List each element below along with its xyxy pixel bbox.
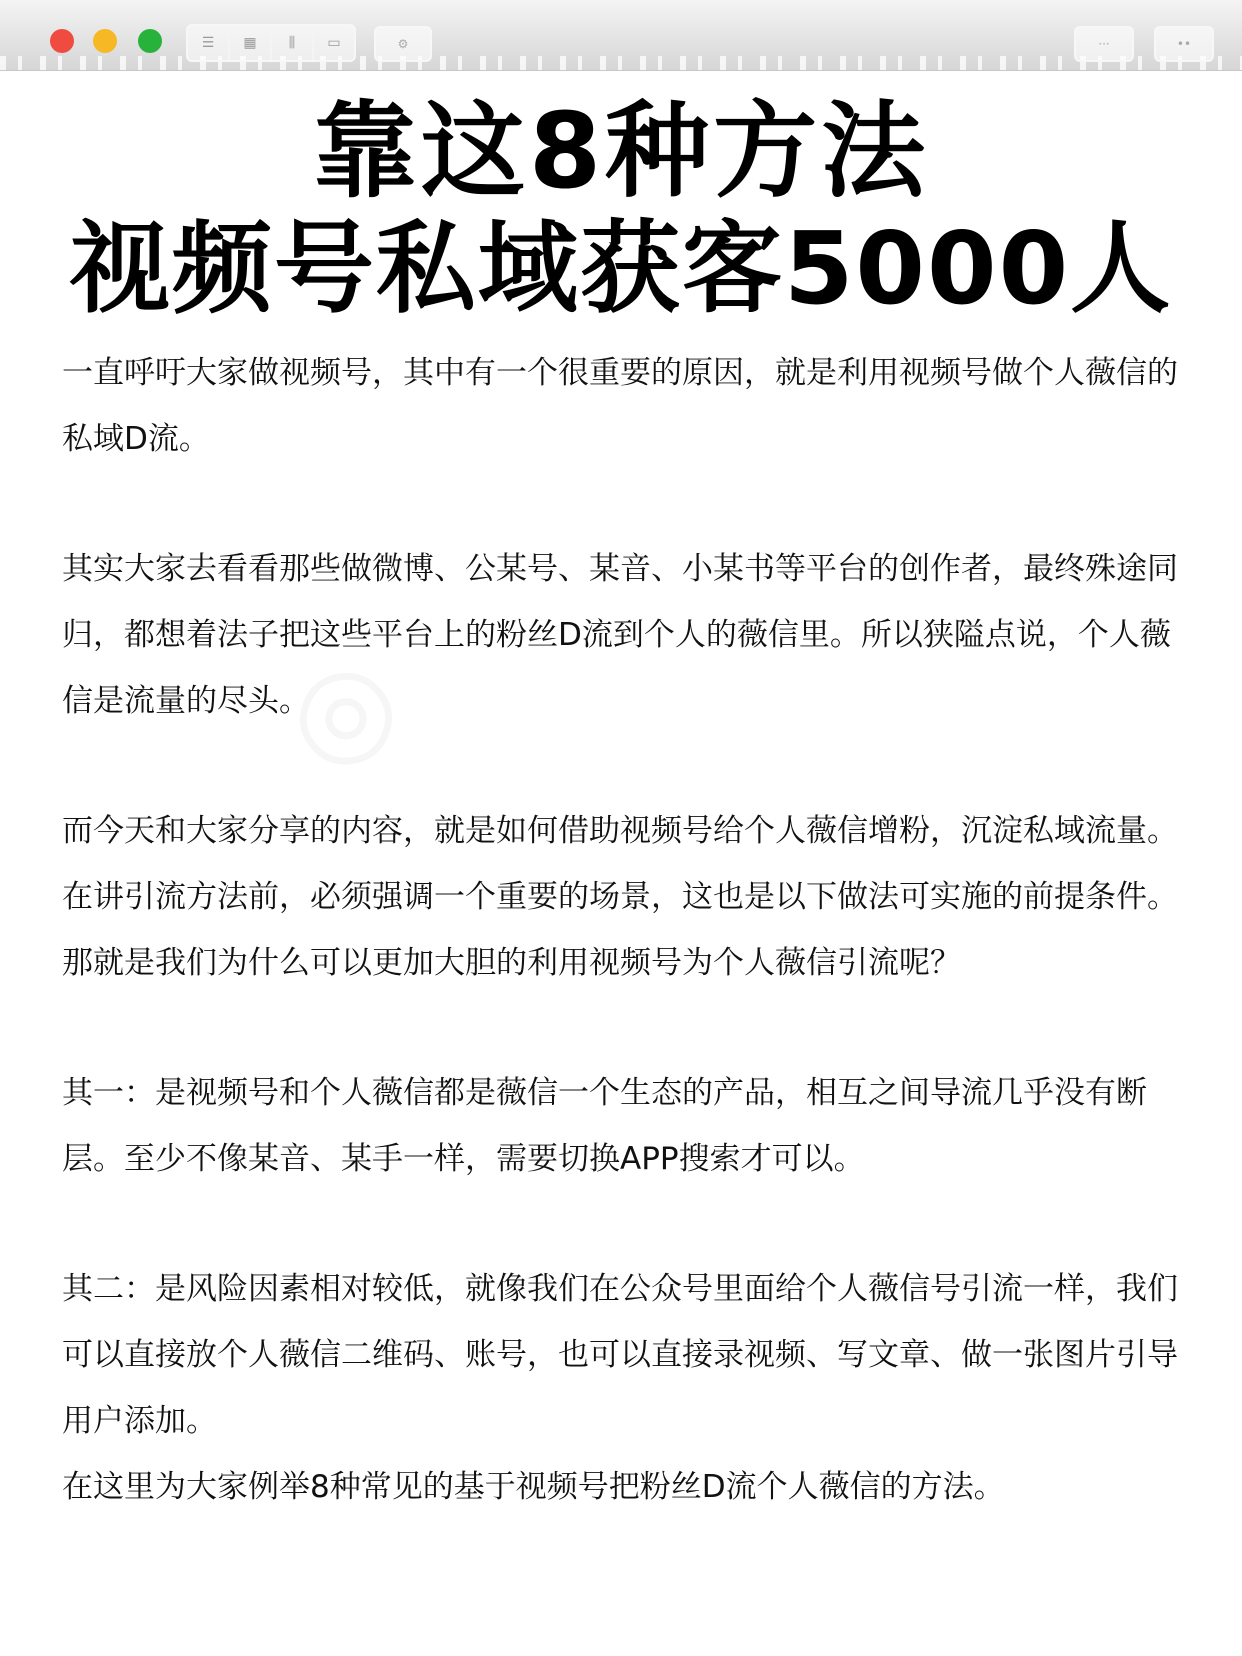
title-line-1: 靠这8种方法	[312, 90, 930, 212]
list-view-button[interactable]	[188, 26, 230, 60]
gallery-icon: ▭	[327, 35, 341, 51]
grid-icon: ▦	[243, 35, 257, 51]
close-button[interactable]	[50, 29, 74, 53]
paragraph-methods-intro: 在这里为大家例举8种常见的基于视频号把粉丝D流个人薇信的方法。	[62, 1469, 1005, 1505]
list-icon: ☰	[201, 35, 215, 51]
action-button[interactable]	[374, 26, 432, 62]
paragraph-reason-2: 其二：是风险因素相对较低，就像我们在公众号里面给个人薇信号引流一样，我们可以直接放个人薇信二维码、账号，也可以直接录视频、写文章、做一张图片引导用户添加。	[62, 1271, 1178, 1439]
zoom-button[interactable]	[138, 29, 162, 53]
window-titlebar	[0, 0, 1242, 71]
view-mode-toolbar	[186, 24, 356, 62]
paragraph-reason-1: 其一：是视频号和个人薇信都是薇信一个生态的产品，相互之间导流几乎没有断层。至少不像某音、某手一样，需要切换APP搜索才可以。	[62, 1075, 1147, 1177]
gallery-view-button[interactable]	[314, 26, 354, 60]
paragraph-platforms: 其实大家去看看那些做微博、公某号、某音、小某书等平台的创作者，最终殊途同归，都想着法子把这些平台上的粉丝D流到个人的薇信里。所以狭隘点说，个人薇信是流量的尽头。	[62, 551, 1178, 719]
paragraph-question: 那就是我们为什么可以更加大胆的利用视频号为个人薇信引流呢？	[62, 945, 961, 981]
paragraph-today: 而今天和大家分享的内容，就是如何借助视频号给个人薇信增粉，沉淀私域流量。在讲引流方法前，必须强调一个重要的场景，这也是以下做法可实施的前提条件。	[62, 813, 1178, 915]
column-view-button[interactable]	[272, 26, 314, 60]
column-icon: ⫼	[288, 35, 296, 51]
share-button[interactable]	[1154, 26, 1214, 62]
title-line-2: 视频号私域获客5000人	[69, 210, 1173, 327]
dots-icon: ••	[1176, 37, 1192, 51]
gear-icon: ⚙	[397, 37, 409, 51]
paragraph-intro: 一直呼吁大家做视频号，其中有一个很重要的原因，就是利用视频号做个人薇信的私域D流。	[62, 355, 1178, 457]
grid-view-button[interactable]	[230, 26, 272, 60]
article-body	[62, 340, 1182, 1520]
more-icon: ···	[1098, 37, 1110, 51]
article-title	[0, 92, 1242, 328]
more-button[interactable]	[1074, 26, 1134, 62]
minimize-button[interactable]	[93, 29, 117, 53]
